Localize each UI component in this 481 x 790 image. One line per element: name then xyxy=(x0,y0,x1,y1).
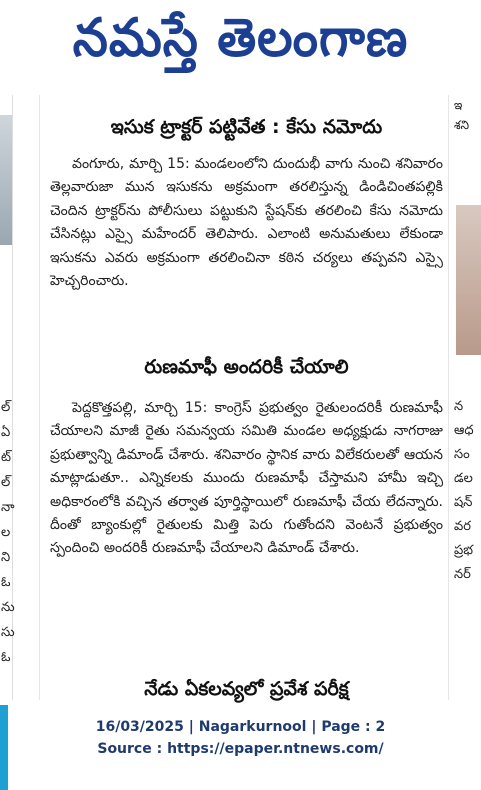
right-fragment: నర్ xyxy=(454,567,471,582)
left-fragment: ని xyxy=(1,550,11,565)
left-column-fragment xyxy=(0,95,13,700)
left-fragment: ఓ xyxy=(1,650,11,665)
masthead xyxy=(0,0,481,88)
newspaper-logo: నమస్తే తెలంగాణ xyxy=(72,6,409,68)
right-fragment: వర xyxy=(454,519,471,534)
left-photo-fragment xyxy=(0,115,12,245)
column-divider xyxy=(448,95,449,700)
article-headline: రుణమాఫీ అందరికీ చేయాలి xyxy=(144,356,349,378)
left-fragment: ఓ xyxy=(1,575,11,590)
article-body xyxy=(50,153,443,293)
right-fragment: ఆధ xyxy=(454,423,474,438)
right-fragment: ప్రభ xyxy=(454,543,473,558)
page-footer xyxy=(0,716,481,760)
right-column-text xyxy=(454,395,474,587)
footer-date-edition: 16/03/2025 | Nagarkurnool | Page : 2 xyxy=(95,719,386,735)
right-fragment: ఇ xyxy=(454,98,463,112)
right-fragment: డల xyxy=(454,471,473,486)
column-divider xyxy=(39,95,40,700)
right-photo-fragment xyxy=(456,205,481,355)
article-headline: నేడు ఏకలవ్యలో ప్రవేశ పరీక్ష xyxy=(144,678,349,700)
left-fragment: ల xyxy=(1,525,11,540)
footer-source: Source : https://epaper.ntnews.com/ xyxy=(97,741,384,757)
left-fragment: నా xyxy=(1,500,15,515)
left-fragment: ల్ xyxy=(1,475,11,490)
article-headline: ఇసుక ట్రాక్టర్ పట్టివేత : కేసు నమోదు xyxy=(110,116,383,138)
article-loan-waiver xyxy=(50,356,443,561)
right-column-fragment xyxy=(452,95,481,700)
left-fragment: ల్ xyxy=(1,400,11,415)
left-column-text xyxy=(1,395,15,670)
left-fragment: ను xyxy=(1,600,15,615)
right-fragment: సం xyxy=(454,447,470,462)
left-fragment: సు xyxy=(1,625,15,640)
right-column-top xyxy=(454,95,469,135)
right-fragment: షన్ xyxy=(454,495,473,510)
right-fragment: న xyxy=(454,399,464,414)
article-sand-tractor xyxy=(50,116,443,293)
left-fragment: ట్ xyxy=(1,450,12,465)
article-entrance-exam xyxy=(50,678,443,702)
left-fragment: ఏ xyxy=(1,425,11,440)
right-fragment: శని xyxy=(454,118,470,132)
article-paragraph: వంగూరు, మార్చి 15: మండలంలోని దుందుభీ వాగు నుంచి శనివారం తెల్లవారుజా మున ఇసుకను అక్రమంగా తరలిస్తున్న డిండిచింతపల్లికి చెందిన ట్రాక్టర్‌ను పోలీసులు పట్టుకుని స్టేషన్‌కు తరలించి కేసు నమోదు చేసినట్లు ఎస్సై మహేందర్ తెలిపారు. ఎలాంటి అనుమతులు లేకుండా ఇసుకను ఎవరు అక్రమంగా తరలించినా కఠిన చర్యలు తప్పవని ఎస్సై హెచ్చరించారు. xyxy=(50,156,443,290)
article-paragraph: పెద్దకొత్తపల్లి, మార్చి 15: కాంగ్రెస్ ప్రభుత్వం రైతులందరికీ రుణమాఫీ చేయాలని మాజీ రైతు సమన్వయ సమితి మండల అధ్యక్షుడు నాగరాజు ప్రభుత్వాన్ని డిమాండ్ చేశారు. శనివారం స్థానిక వారు విలేకరులతో ఆయన మాట్లాడుతూ.. ఎన్నికలకు ముందు రుణమాఫీ చేస్తామని హామీ ఇచ్చి అధికారంలోకి వచ్చిన తర్వాత పూర్తిస్థాయిలో రుణమాఫీ చేయ లేదన్నారు. దీంతో బ్యాంకుల్లో రైతులకు మిత్తి పెరు గుతోందని వెంటనే ప్రభుత్వం స్పందించి అందరికీ రుణమాఫీ చేయాలని డిమాండ్ చేశారు. xyxy=(50,400,443,557)
article-body xyxy=(50,397,443,561)
